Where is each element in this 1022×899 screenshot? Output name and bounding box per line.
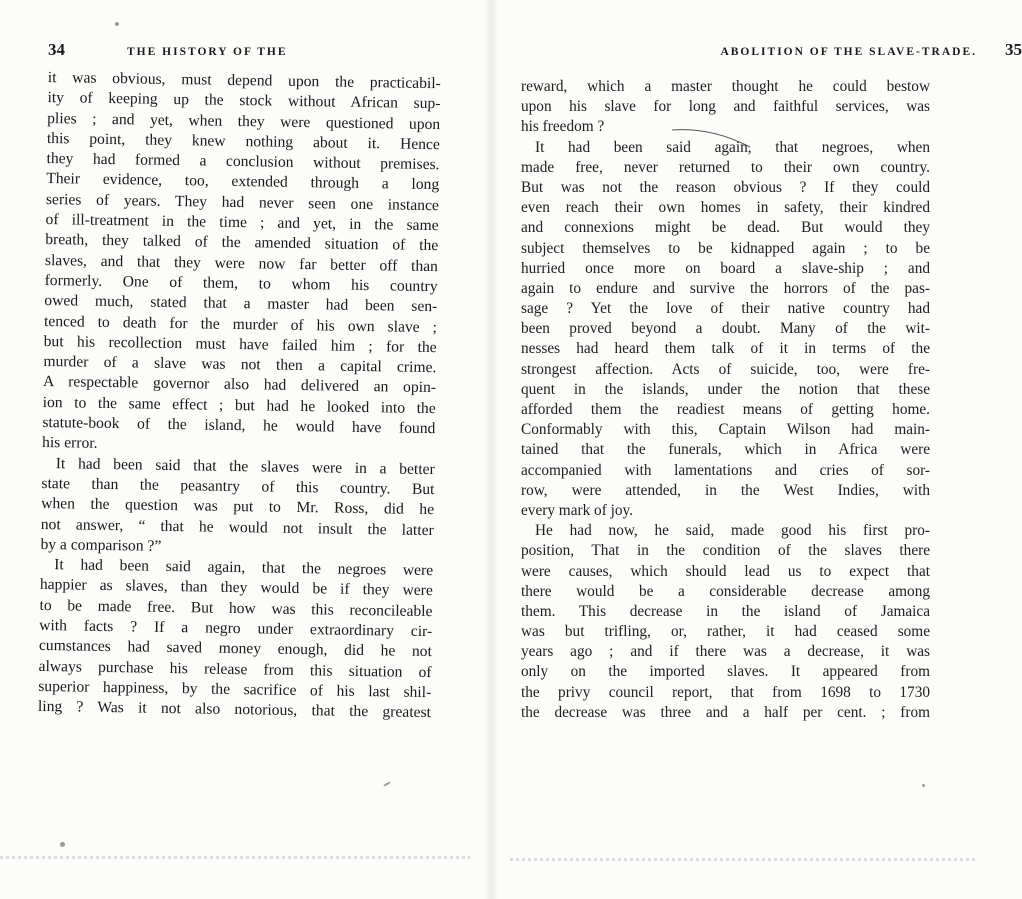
text-line: it was obvious, must depend upon the practicabil-	[47, 68, 441, 93]
text-line: tained that the funerals, which in Africa were	[521, 441, 930, 459]
text-line: were causes, which should lead us to expect that	[521, 562, 930, 580]
text-line: subject themselves to be kidnapped again ; to be	[521, 239, 930, 257]
text-line: reward, which a master thought he could bestow	[521, 78, 930, 95]
ink-speck	[383, 781, 391, 787]
left-running-head	[48, 40, 448, 60]
ink-speck	[60, 842, 65, 847]
text-line: every mark of joy.	[521, 501, 633, 519]
text-line: them. This decrease in the island of Jamaica	[521, 602, 930, 620]
ink-speck	[115, 22, 119, 26]
text-line: and connexions might be dead. But would they	[521, 219, 930, 237]
right-running-head	[580, 40, 1022, 60]
text-line: this point, they knew nothing about it. Hence	[46, 129, 440, 154]
text-line: the decrease was three and a half per cent. ; from	[521, 703, 930, 721]
text-line: with facts ? If a negro under extraordinary cir-	[39, 616, 433, 641]
text-line: ity of keeping up the stock without African sup-	[47, 89, 441, 113]
text-line: was but trifling, or, rather, it had ceased some	[521, 623, 930, 641]
text-line: accompanied with lamentations and cries of sor-	[521, 461, 930, 479]
text-line: formerly. One of them, to whom his country	[44, 271, 438, 296]
text-line: owed much, stated that a master had been sen-	[44, 292, 438, 316]
text-line: always purchase his release from this situation of	[38, 657, 432, 681]
text-line: not answer, “ that he would not insult the latter	[40, 515, 434, 539]
text-line: He had now, he said, made good his first pro-	[535, 522, 930, 540]
text-line: sage ? Yet the love of their native country had	[521, 300, 930, 318]
text-line: series of years. They had never seen one instance	[45, 190, 440, 214]
text-line: superior happiness, by the sacrifice of his last shil-	[38, 677, 432, 702]
right-page	[490, 0, 1022, 899]
text-line: the privy council report, that from 1698 to 1730	[521, 683, 930, 701]
text-line: even reach their own homes in safety, their kindred	[521, 199, 930, 217]
text-line: state than the peasantry of this country. But	[41, 474, 435, 499]
text-line: by a comparison ?”	[40, 535, 162, 555]
text-line: there would be a considerable decrease among	[521, 582, 930, 600]
text-line: plies ; and yet, when they were questioned upon	[47, 109, 441, 133]
text-line: strongest affection. Acts of suicide, too, were fre-	[521, 360, 930, 378]
text-line: only on the imported slaves. It appeared from	[521, 663, 930, 681]
right-page-number: 35	[1005, 40, 1022, 59]
text-line: when the question was put to Mr. Ross, did he	[41, 495, 435, 519]
text-line: murder of a slave was not then a capital crime.	[43, 353, 437, 377]
text-line: ling ? Was it not also notorious, that the greatest	[37, 698, 432, 722]
text-line: his freedom ?	[521, 118, 605, 136]
text-line: upon his slave for long and faithful services, was	[521, 98, 930, 116]
text-line: breath, they talked of the amended situation of the	[45, 231, 439, 255]
text-line: his error.	[41, 434, 98, 453]
text-line: quent in the islands, under the notion that these	[521, 380, 930, 398]
text-line: happier as slaves, than they would be if they were	[39, 576, 433, 600]
text-line: position, That in the condition of the slaves there	[521, 542, 930, 560]
text-line: made free, never returned to their own country.	[521, 158, 930, 176]
text-line: statute-book of the island, he would have found	[42, 414, 436, 438]
text-line: to be made free. But how was this reconcileable	[39, 596, 433, 620]
text-line: slaves, and that they were now far better off than	[44, 251, 439, 275]
left-page-number: 34	[48, 40, 65, 59]
page-edge-noise	[510, 858, 978, 861]
text-line: but his recollection must have failed him ; for the	[43, 332, 437, 356]
text-line: of ill-treatment in the time ; and yet, in the same	[45, 211, 439, 235]
text-line: row, were attended, in the West Indies, with	[521, 481, 930, 499]
text-line: hurried once more on board a slave-ship ; and	[521, 259, 930, 277]
text-line: afforded them the readiest means of getting home.	[521, 401, 930, 418]
left-running-title: THE HISTORY OF THE	[127, 46, 288, 58]
text-line: been proved beyond a doubt. Many of the wit-	[521, 320, 930, 338]
text-line: tenced to death for the murder of his own slave ;	[43, 312, 438, 336]
text-line: It had been said again, that negroes, when	[535, 138, 930, 156]
text-line: again to endure and survive the horrors of the pas-	[521, 279, 930, 297]
text-line: Conformably with this, Captain Wilson had main-	[521, 421, 930, 439]
left-body-text	[38, 68, 441, 724]
right-running-title: ABOLITION OF THE SLAVE-TRADE.	[720, 46, 977, 58]
text-line: cumstances had saved money enough, did he not	[38, 637, 433, 661]
text-line: A respectable governor also had delivered an opin-	[42, 373, 437, 397]
text-line: they had formed a conclusion without premises.	[46, 150, 440, 174]
text-line: nesses had heard them talk of it in terms of the	[521, 340, 930, 358]
ink-speck	[922, 784, 925, 787]
pencil-annotation-mark	[668, 123, 758, 153]
left-page	[0, 0, 490, 899]
right-body-text	[521, 77, 930, 723]
text-line: ion to the same effect ; but had he looked into the	[42, 393, 436, 417]
text-line: years ago ; and if there was a decrease, it was	[521, 643, 930, 661]
page-edge-noise	[0, 856, 470, 859]
text-line: It had been said that the slaves were in a better	[55, 454, 435, 478]
text-line: Their evidence, too, extended through a long	[46, 170, 440, 194]
text-line: But was not the reason obvious ? If they could	[521, 178, 930, 196]
text-line: It had been said again, that the negroes were	[54, 556, 434, 580]
